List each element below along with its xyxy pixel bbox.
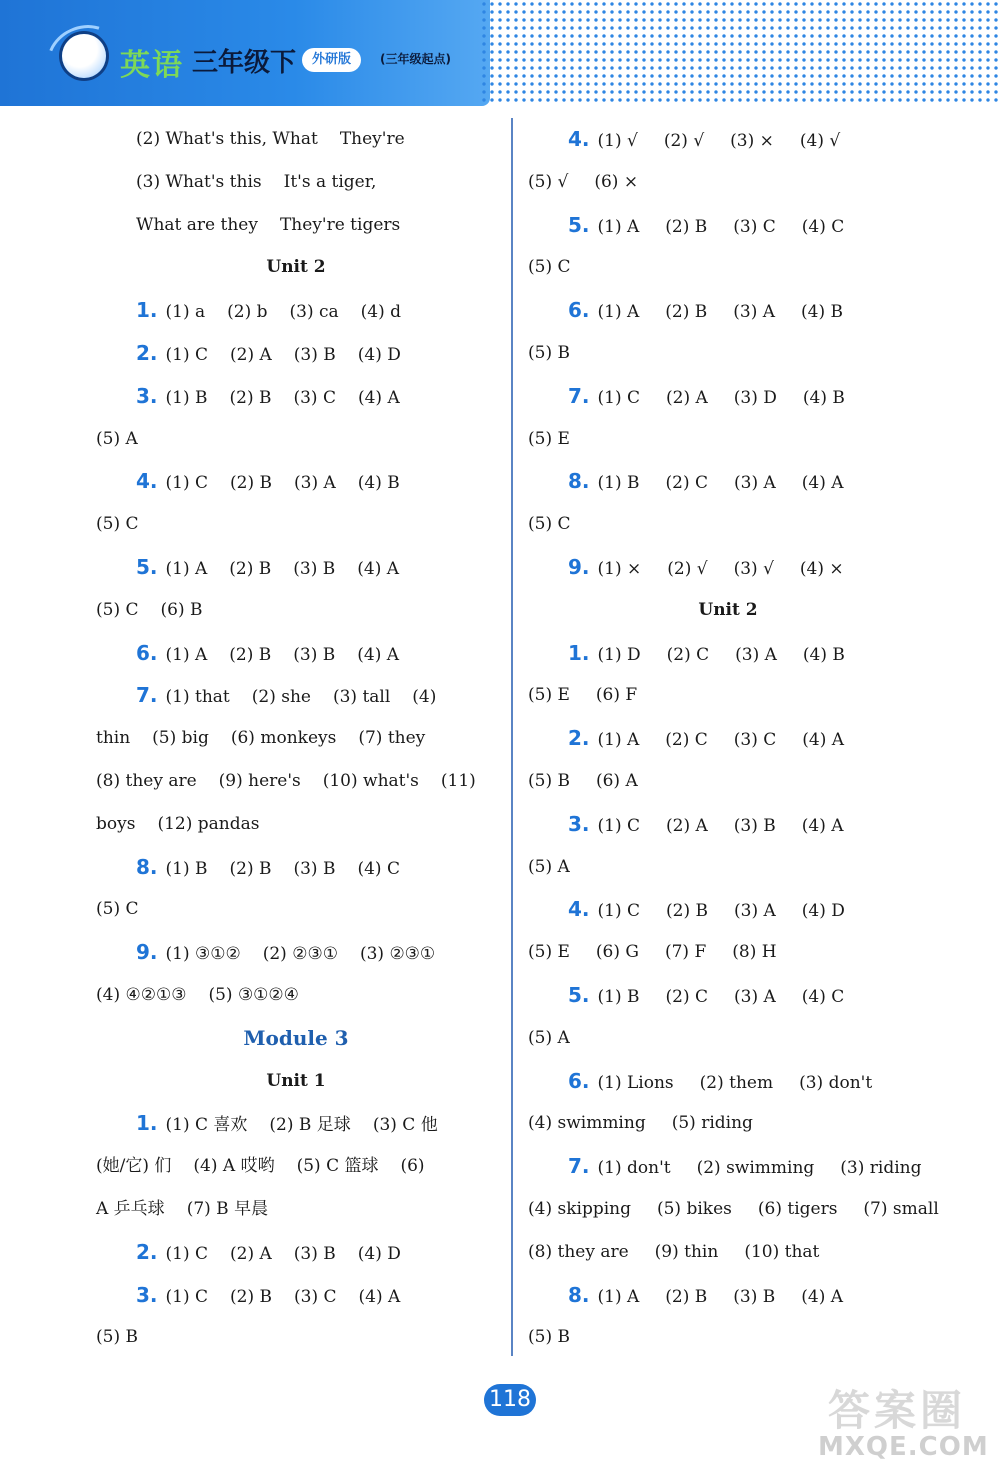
answer-item: (5) E xyxy=(528,685,570,706)
answer-line xyxy=(528,546,928,589)
answer-line xyxy=(528,846,928,889)
answer-line xyxy=(96,118,496,161)
answer-line xyxy=(96,375,496,418)
answer-item: (7) small xyxy=(863,1198,939,1219)
answer-line xyxy=(96,546,496,589)
question-number: 3. xyxy=(136,1282,158,1307)
answer-item: (3) B xyxy=(733,1286,776,1307)
answer-item: (2) C xyxy=(665,473,708,494)
answer-item: (9) here's xyxy=(218,770,301,791)
answer-item: (1) C xyxy=(597,901,641,922)
answer-line xyxy=(96,803,496,846)
answer-item: (3) D xyxy=(733,387,777,408)
column-divider xyxy=(511,118,513,1356)
answer-item: (9) thin xyxy=(654,1241,719,1262)
question-number: 6. xyxy=(136,640,158,665)
answer-item: (3) C xyxy=(733,730,777,751)
answer-line xyxy=(528,760,928,803)
answer-item: (2) C xyxy=(665,986,708,1007)
answer-item: (6) xyxy=(400,1156,425,1177)
answer-line xyxy=(528,888,928,931)
answer-item: (3) B xyxy=(733,815,776,836)
page-number: 118 xyxy=(484,1384,536,1416)
answer-item: (5) E xyxy=(528,428,570,449)
watermark-logo xyxy=(818,1378,988,1466)
answer-line xyxy=(96,1188,496,1231)
answer-item: (4) A xyxy=(802,730,845,751)
answer-item: (3) C 他 xyxy=(372,1115,438,1136)
unit-heading: Unit 2 xyxy=(698,599,758,620)
answer-item: (3) A xyxy=(734,473,776,494)
answer-item: (2) B xyxy=(229,858,272,879)
answer-item: (4) B xyxy=(802,387,845,408)
answer-item: (1) A xyxy=(597,216,640,237)
answer-item: (2) A xyxy=(666,815,708,836)
answer-item: (2) A xyxy=(230,344,272,365)
answer-item: (5) √ xyxy=(528,171,569,192)
answer-item: (2) B xyxy=(666,901,708,922)
answer-item: (3) B xyxy=(293,558,336,579)
answer-line xyxy=(96,674,496,717)
answer-item: (8) they are xyxy=(96,770,197,791)
answer-item: (3) B xyxy=(293,1243,336,1264)
answer-item: (4) A xyxy=(357,644,400,665)
answer-item: (8) H xyxy=(732,942,777,963)
answer-item: (5) A xyxy=(528,856,570,877)
answer-item: (2) B xyxy=(230,473,272,494)
answer-item: (5) B xyxy=(96,1327,138,1348)
answer-item: (2) √ xyxy=(663,131,705,151)
answer-item: (2) swimming xyxy=(696,1158,815,1179)
answer-item: (4) B xyxy=(802,644,845,665)
question-number: 6. xyxy=(568,298,590,323)
answer-item: (6) A xyxy=(595,770,638,791)
question-number: 5. xyxy=(568,982,590,1007)
question-number: 4. xyxy=(568,127,590,151)
answer-item: (1) A xyxy=(165,558,208,579)
answer-item: (1) D xyxy=(597,644,641,665)
page-header xyxy=(0,0,1000,106)
question-number: 1. xyxy=(568,640,590,665)
answer-line xyxy=(96,332,496,375)
answer-item: (2) C xyxy=(665,730,708,751)
answer-item: boys xyxy=(96,813,136,834)
answer-item: (2) A xyxy=(666,387,708,408)
answer-line xyxy=(96,418,496,461)
answer-item: (4) A 哎哟 xyxy=(193,1156,275,1177)
answer-item: (3) A xyxy=(734,901,776,922)
answer-item: (1) C xyxy=(597,387,641,408)
answer-item: (5) C 篮球 xyxy=(296,1156,379,1177)
answer-line xyxy=(528,503,928,546)
answer-item: (7) they xyxy=(358,728,426,749)
question-number: 8. xyxy=(568,1282,590,1307)
answer-line xyxy=(96,1316,496,1359)
unit-heading: Unit 2 xyxy=(266,257,326,278)
answer-item: (1) that xyxy=(165,687,230,708)
answer-item: (1) a xyxy=(165,302,206,323)
answer-item: (1) A xyxy=(165,644,208,665)
question-number: 8. xyxy=(136,854,158,879)
answer-item: (2) she xyxy=(251,687,311,708)
question-number: 3. xyxy=(568,811,590,836)
answer-line xyxy=(528,1060,928,1103)
answer-item: (5) B xyxy=(528,770,570,791)
answer-item: (1) B xyxy=(597,986,640,1007)
watermark-text: 答案圈 xyxy=(828,1386,967,1435)
answer-line xyxy=(528,161,928,204)
question-number: 7. xyxy=(568,1154,590,1179)
answer-line xyxy=(96,1145,496,1188)
answer-item: (1) B xyxy=(597,473,640,494)
answer-item: (4) A xyxy=(357,558,400,579)
answer-item: (5) C xyxy=(528,514,571,535)
answer-item: (2) B xyxy=(229,644,272,665)
grade-title: 三年级下 xyxy=(192,48,297,78)
answer-item: (4) C xyxy=(801,216,845,237)
answer-item: (3) B xyxy=(293,344,336,365)
answer-line xyxy=(528,1017,928,1060)
answer-line xyxy=(96,760,496,803)
answer-item: (4) skipping xyxy=(528,1198,631,1219)
question-number: 9. xyxy=(568,554,590,579)
answer-line xyxy=(528,204,928,247)
answer-item: (5) ③①②④ xyxy=(208,984,299,1005)
answer-item: (5) big xyxy=(152,728,209,749)
answer-line xyxy=(96,1274,496,1317)
answer-item: (2) A xyxy=(230,1243,272,1264)
answer-line xyxy=(528,1274,928,1317)
answer-line xyxy=(96,931,496,974)
answer-line xyxy=(528,632,928,675)
answer-line xyxy=(528,289,928,332)
answer-line xyxy=(528,1231,928,1274)
answer-item: (10) that xyxy=(744,1241,820,1262)
answer-item: (4) A xyxy=(357,387,400,408)
answer-item: They're xyxy=(339,129,405,149)
answer-item: (1) don't xyxy=(597,1158,671,1179)
answer-item: (5) B xyxy=(528,1327,570,1348)
edition-note: (三年级起点) xyxy=(380,52,451,66)
answer-line xyxy=(528,246,928,289)
answer-item: (2) √ xyxy=(667,558,708,579)
answer-item: (1) C xyxy=(165,344,209,365)
unit-heading: Unit 1 xyxy=(266,1070,326,1091)
answer-item: (2) B xyxy=(665,302,708,323)
answer-line xyxy=(528,1316,928,1359)
header-dot-pattern xyxy=(480,0,1000,106)
answer-item: (6) F xyxy=(595,685,638,706)
answer-item: (1) B xyxy=(165,387,208,408)
edition-badge: 外研版 xyxy=(302,48,361,72)
answer-line xyxy=(96,161,496,204)
answer-line xyxy=(96,589,496,632)
answer-item: (4) D xyxy=(357,344,401,365)
question-number: 7. xyxy=(568,383,590,408)
answer-item: (1) C xyxy=(165,1243,209,1264)
question-number: 1. xyxy=(136,298,158,323)
answer-line xyxy=(528,717,928,760)
answer-line xyxy=(528,118,928,161)
answer-line xyxy=(528,418,928,461)
question-number: 2. xyxy=(136,1239,158,1264)
answer-item: (1) C xyxy=(165,1286,209,1307)
answer-item: (2) C xyxy=(666,644,710,665)
answer-line xyxy=(96,503,496,546)
answer-item: (8) they are xyxy=(528,1241,629,1262)
answer-item: (3) ca xyxy=(289,302,339,323)
answer-item: (1) A xyxy=(597,1286,640,1307)
question-number: 5. xyxy=(568,212,590,237)
answer-line xyxy=(96,204,496,247)
answer-item: (4) A xyxy=(801,1286,844,1307)
answer-item: (3) C xyxy=(294,1286,337,1307)
answer-item: (2) B xyxy=(229,558,272,579)
question-number: 5. xyxy=(136,554,158,579)
answer-item: (6) × xyxy=(594,171,639,192)
answer-item: (1) C 喜欢 xyxy=(165,1115,248,1136)
answer-item: (4) D xyxy=(357,1243,401,1264)
answer-item: (5) C xyxy=(96,514,139,535)
answer-item: (2) B xyxy=(229,387,272,408)
answer-item: (1) A xyxy=(597,302,640,323)
answer-item: (1) Lions xyxy=(597,1072,674,1093)
answer-line xyxy=(96,974,496,1017)
answer-item: (11) xyxy=(440,770,476,791)
answer-item: (5) B xyxy=(528,342,570,363)
answer-line xyxy=(528,460,928,503)
answer-item: thin xyxy=(96,728,131,749)
answer-item: (6) G xyxy=(595,942,639,963)
answer-item: (5) riding xyxy=(671,1113,753,1134)
answer-item: (3) A xyxy=(294,473,336,494)
answer-column-right xyxy=(528,118,939,1359)
question-number: 3. xyxy=(136,383,158,408)
answer-line xyxy=(96,888,496,931)
answer-item: (4) × xyxy=(799,558,844,579)
answer-item: (5) bikes xyxy=(656,1198,732,1219)
answer-item: (5) E xyxy=(528,942,570,963)
answer-line xyxy=(528,1188,939,1231)
answer-item: (5) C xyxy=(96,599,139,620)
answer-item: (3) C xyxy=(733,216,776,237)
answer-item: (5) A xyxy=(96,428,138,449)
logo-ball-icon xyxy=(62,34,106,78)
answer-item: (1) ③①② xyxy=(165,944,241,965)
answer-item: (5) C xyxy=(96,899,139,920)
question-number: 7. xyxy=(136,683,158,708)
answer-item: (4) D xyxy=(801,901,845,922)
question-number: 6. xyxy=(568,1068,590,1093)
watermark-domain: MXQE.COM xyxy=(818,1432,989,1462)
answer-line xyxy=(96,846,496,889)
answer-line xyxy=(96,1231,496,1274)
answer-item: (4) xyxy=(412,687,437,708)
answer-item: (4) ④②①③ xyxy=(96,984,187,1005)
answer-item: (6) tigers xyxy=(757,1198,838,1219)
answer-item: (3) C xyxy=(293,387,336,408)
answer-item: (4) √ xyxy=(799,131,841,151)
question-number: 4. xyxy=(136,469,158,494)
answer-item: (3) A xyxy=(735,644,777,665)
answer-item: (1) B xyxy=(165,858,208,879)
answer-item: (1) A xyxy=(597,730,640,751)
answer-item: (2) B xyxy=(665,1286,708,1307)
answer-item: (4) d xyxy=(360,302,402,323)
answer-item: (5) C xyxy=(528,257,571,278)
answer-item: (12) pandas xyxy=(157,813,260,834)
answer-item: (10) what's xyxy=(322,770,419,791)
answer-line xyxy=(96,289,496,332)
answer-item: (4) A xyxy=(801,473,844,494)
answer-column-left xyxy=(96,118,496,1359)
module-heading: Module 3 xyxy=(243,1025,349,1050)
answer-item: It's a tiger, xyxy=(283,171,377,192)
answer-line xyxy=(528,1102,928,1145)
answer-item: (2) What's this, What xyxy=(136,129,318,149)
answer-item: (1) C xyxy=(165,473,209,494)
answer-item: (3) tall xyxy=(332,687,391,708)
answer-item: (3) A xyxy=(734,986,776,1007)
answer-item: (2) b xyxy=(227,302,268,323)
subject-title: 英语 xyxy=(120,48,184,83)
question-number: 4. xyxy=(568,897,590,922)
answer-line xyxy=(528,674,928,717)
answer-line xyxy=(528,375,928,418)
answer-item: (3) don't xyxy=(799,1072,873,1093)
answer-item: (3) What's this xyxy=(136,171,262,192)
answer-item: (6) B xyxy=(160,599,203,620)
question-number: 1. xyxy=(136,1111,158,1136)
answer-item: (2) B 足球 xyxy=(269,1115,351,1136)
answer-line xyxy=(96,717,496,760)
answer-item: They're tigers xyxy=(279,214,401,235)
answer-item: (7) B 早晨 xyxy=(186,1198,269,1219)
answer-item: (3) B xyxy=(293,644,336,665)
answer-item: (2) B xyxy=(230,1286,272,1307)
answer-item: A 乒乓球 xyxy=(96,1198,165,1219)
answer-line xyxy=(528,803,928,846)
answer-item: (3) √ xyxy=(733,558,774,579)
answer-line xyxy=(528,974,928,1017)
answer-item: (2) B xyxy=(665,216,708,237)
answer-item: (4) A xyxy=(358,1286,401,1307)
answer-line xyxy=(528,931,928,974)
answer-item: (3) riding xyxy=(840,1158,922,1179)
answer-item: What are they xyxy=(136,214,258,235)
question-number: 8. xyxy=(568,469,590,494)
answer-item: (4) C xyxy=(357,858,400,879)
answer-item: (4) swimming xyxy=(528,1113,646,1134)
answer-line xyxy=(96,632,496,675)
answer-item: (2) them xyxy=(699,1072,774,1093)
answer-item: (1) C xyxy=(597,815,641,836)
answer-line xyxy=(96,1102,496,1145)
answer-item: (4) B xyxy=(801,302,844,323)
answer-item: (3) A xyxy=(733,302,776,323)
answer-item: (1) √ xyxy=(597,131,638,151)
answer-item: (6) monkeys xyxy=(230,728,337,749)
question-number: 2. xyxy=(136,340,158,365)
answer-item: (1) × xyxy=(597,558,642,579)
answer-item: (4) C xyxy=(801,986,845,1007)
answer-item: (5) A xyxy=(528,1027,570,1048)
answer-item: (她/它) 们 xyxy=(96,1156,172,1177)
question-number: 9. xyxy=(136,940,158,965)
answer-line xyxy=(528,332,928,375)
answer-item: (4) B xyxy=(357,473,400,494)
answer-item: (2) ②③① xyxy=(262,944,338,965)
question-number: 2. xyxy=(568,726,590,751)
answer-line xyxy=(528,1145,928,1188)
answer-line xyxy=(96,460,496,503)
answer-item: (3) ②③① xyxy=(359,944,436,965)
answer-item: (7) F xyxy=(664,942,707,963)
answer-item: (3) × xyxy=(730,131,774,151)
answer-item: (4) A xyxy=(801,815,844,836)
answer-item: (3) B xyxy=(293,858,336,879)
